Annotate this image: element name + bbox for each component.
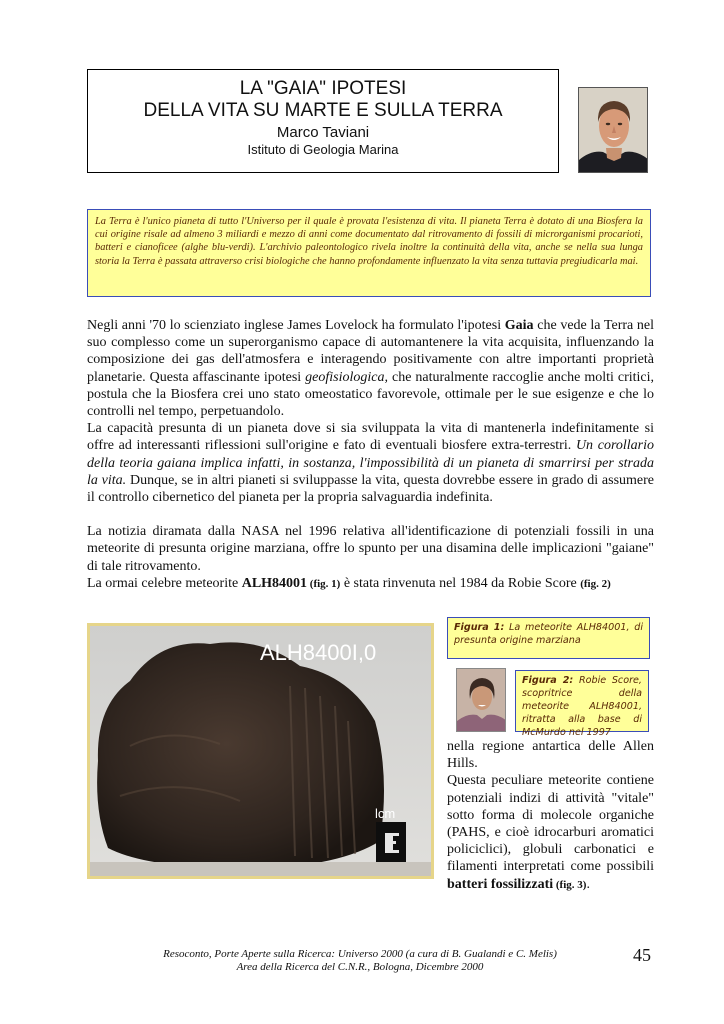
scale-label: lcm <box>375 806 396 821</box>
title-line-1: LA "GAIA" IPOTESI <box>239 78 407 99</box>
title-box <box>87 69 559 173</box>
abstract-box: La Terra è l'unico pianeta di tutto l'Universo per il quale è provata l'esistenza di vita. Il pianeta Terra è dotato di una Biosfera la cui origine risale ad almeno 3 miliardi e mezzo di anni come documentato dal ritrovamento di fossili di microrganismi procarioti, batteri e cianoficee (alghe blu-verdi). L'archivio paleontologico rivela inoltre la continuità della vita, anche se nella sua lunga storia la Terra è passata attraverso crisi biologiche che hanno profondamente influenzato la vita senza tuttavia pregiudicarla mai. <box>87 209 651 297</box>
paragraph-4: La ormai celebre meteorite ALH84001 (fig. 1) è stata rinvenuta nel 1984 da Robie Score (fig. 2) <box>87 575 611 591</box>
meteorite-photo <box>87 623 434 879</box>
page-footer <box>100 948 620 974</box>
article-body <box>87 317 654 593</box>
sample-label: ALH8400I,0 <box>260 640 377 665</box>
paragraph-1: Negli anni '70 lo scienziato inglese James Lovelock ha formulato l'ipotesi Gaia che vede la Terra nel suo complesso come un superorganismo capace di automantenere la vita acquisita, influenzando la composizione dei gas dell'atmosfera e interagendo positivamente con altre importanti proprietà planetarie. Questa affascinante ipotesi geofisiologica, che naturalmente raccoglie anche molti critici, postula che la Biosfera crei uno stato omeostatico favorevole, ottimale per le sue esigenze e che lo controlli nel tempo, perpetuandolo. <box>87 318 655 420</box>
fig3-reference: (fig. 3) <box>553 878 587 891</box>
fig1-reference: (fig. 1) <box>307 577 341 590</box>
page-number: 45 <box>633 945 651 965</box>
paragraph-3: La notizia diramata dalla NASA nel 1996 relativa all'identificazione di potenziali fossili in una meteorite di presunta origine marziana, offre lo spunto per una disamina delle implicazioni "gaiane" di tale ritrovamento. <box>87 524 654 574</box>
paragraph-2: La capacità presunta di un pianeta dove si sia sviluppata la vita di mantenerla indefinitamente si offre ad interessanti riflessioni sull'origine e fato di eventuali biosfere extra-terrestri. Un corollario della teoria gaiana implica infatti, in sostanza, l'impossibilità di un pianeta di smarrirsi per strada la vita. Dunque, se in altri pianeti si sviluppasse la vita, questa dovrebbe essere in grado di assumere il controllo cibernetico del pianeta per la propria salvaguardia indefinita. <box>87 421 655 506</box>
figure-2-caption: Figura 2: Robie Score, scopritrice della meteorite ALH84001, ritratta alla base di McMurdo nel 1997 <box>515 670 649 732</box>
author-portrait-photo <box>578 87 648 173</box>
author-name: Marco Taviani <box>276 124 370 141</box>
footer-line-2: Area della Ricerca del C.N.R., Bologna, Dicembre 2000 <box>236 961 484 973</box>
author-institution: Istituto di Geologia Marina <box>247 142 399 157</box>
fig2-reference: (fig. 2) <box>580 577 611 590</box>
title-line-2: DELLA VITA SU MARTE E SULLA TERRA <box>143 100 503 121</box>
footer-line-1: Resoconto, Porte Aperte sulla Ricerca: Universo 2000 (a cura di B. Gualandi e C. Melis) <box>163 948 557 960</box>
right-column-text: nella regione antartica delle Allen Hills. Questa peculiare meteorite contiene potenziali indizi di attività "vitale" sotto forma di molecole organiche (PAHS, e cioè idrocarburi aromatici policiclici), globuli carbonatici e filamenti interpretati come possibili batteri fossilizzati (fig. 3). <box>447 739 654 892</box>
figure-1-caption: Figura 1: La meteorite ALH84001, di presunta origine marziana <box>447 617 650 659</box>
robie-score-photo <box>456 668 506 732</box>
gaia-term: Gaia <box>504 318 534 333</box>
